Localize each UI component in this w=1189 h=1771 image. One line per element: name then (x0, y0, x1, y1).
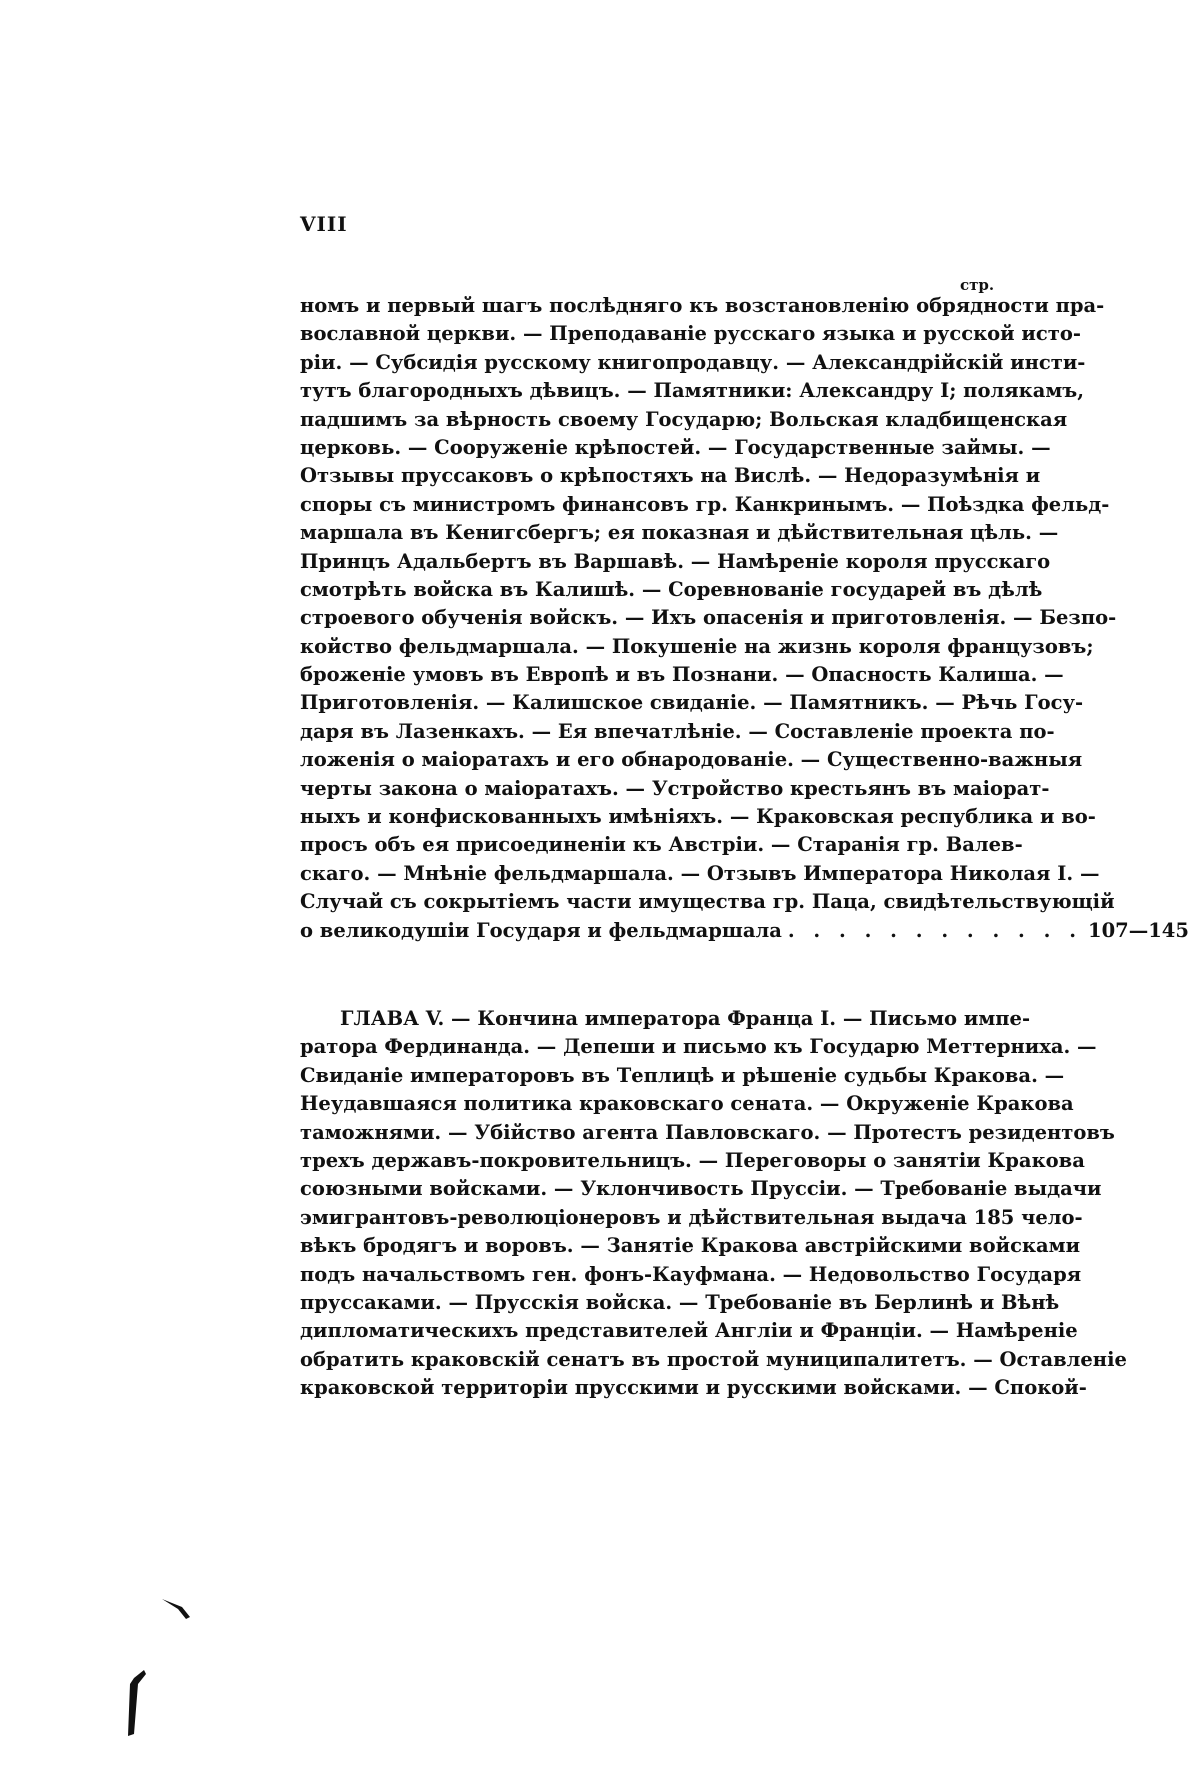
scan-smudge-mark (160, 1595, 200, 1625)
page-column-label: стр. (960, 276, 995, 294)
summary-line: Принцъ Адальбертъ въ Варшавѣ. — Намѣреніе короля прусскаго (300, 549, 1051, 573)
summary-line: таможнями. — Убійство агента Павловскаго. — Протестъ резидентовъ (300, 1120, 1115, 1144)
dot-leader: . . . . . . . . . . . . (787, 918, 1083, 942)
summary-line: вѣкъ бродягъ и воровъ. — Занятіе Кракова австрійскими войсками (300, 1234, 1081, 1258)
summary-line: эмигрантовъ-революціонеровъ и дѣйствительная выдача 185 чело- (300, 1205, 1083, 1229)
chapter-5-heading-line: ГЛАВА V. — Кончина императора Франца I. — Письмо импе- (340, 1007, 1031, 1030)
summary-line: черты закона о маіоратахъ. — Устройство крестьянъ въ маіорат- (300, 776, 1050, 800)
summary-line: тутъ благородныхъ дѣвицъ. — Памятники: Александру I; полякамъ, (300, 379, 1085, 403)
summary-line: споры съ министромъ финансовъ гр. Канкринымъ. — Поѣздка фельд- (300, 492, 1110, 516)
summary-line: подъ начальствомъ ген. фонъ-Кауфмана. — Недовольство Государя (300, 1262, 1082, 1286)
summary-line: краковской территоріи прусскими и русскими войсками. — Спокой- (300, 1376, 1087, 1400)
summary-line: союзными войсками. — Уклончивость Пруссіи. — Требованіе выдачи (300, 1177, 1102, 1201)
summary-line: ложенія о маіоратахъ и его обнародованіе. — Существенно-важныя (300, 748, 1083, 772)
summary-line: Отзывы пруссаковъ о крѣпостяхъ на Вислѣ. — Недоразумѣнія и (300, 464, 1041, 488)
summary-line: ріи. — Субсидія русскому книгопродавцу. — Александрійскій инсти- (300, 350, 1086, 374)
summary-line: вославной церкви. — Преподаваніе русскаго языка и русской исто- (300, 322, 1081, 346)
chapter-5-summary (300, 1005, 1127, 1402)
toc-entry-final-line (300, 917, 1189, 945)
summary-line: смотрѣть войска въ Калишѣ. — Соревнованіе государей въ дѣлѣ (300, 577, 1043, 601)
summary-line: скаго. — Мнѣніе фельдмаршала. — Отзывъ Императора Николая I. — (300, 861, 1100, 885)
summary-line: Свиданіе императоровъ въ Теплицѣ и рѣшеніе судьбы Кракова. — (300, 1063, 1065, 1087)
summary-line: Приготовленія. — Калишское свиданіе. — Памятникъ. — Рѣчь Госу- (300, 691, 1084, 715)
summary-line: броженіе умовъ въ Европѣ и въ Познани. — Опасность Калиша. — (300, 663, 1064, 687)
summary-line: пруссаками. — Прусскія войска. — Требованіе въ Берлинѣ и Вѣнѣ (300, 1290, 1060, 1314)
summary-line: ратора Фердинанда. — Депеши и письмо къ Государю Меттерниха. — (300, 1035, 1097, 1059)
summary-line: просъ объ ея присоединеніи къ Австріи. — Старанія гр. Валев- (300, 833, 1023, 857)
summary-line: даря въ Лазенкахъ. — Ея впечатлѣніе. — Составленіе проекта по- (300, 719, 1055, 743)
page-number: VIII (300, 212, 348, 236)
summary-line: дипломатическихъ представителей Англіи и Франціи. — Намѣреніе (300, 1319, 1078, 1343)
summary-line: церковь. — Сооруженіе крѣпостей. — Государственные займы. — (300, 435, 1051, 459)
summary-line: строевого обученія войскъ. — Ихъ опасенія и приготовленія. — Безпо- (300, 606, 1117, 630)
summary-line: ныхъ и конфискованныхъ имѣніяхъ. — Краковская республика и во- (300, 805, 1096, 829)
summary-line: трехъ державъ-покровительницъ. — Переговоры о занятіи Кракова (300, 1148, 1085, 1172)
summary-line: маршала въ Кенигсбергъ; ея показная и дѣйствительная цѣль. — (300, 521, 1059, 545)
summary-line: Неудавшаяся политика краковскаго сената. — Окруженіе Кракова (300, 1092, 1074, 1116)
summary-line: обратить краковскій сенатъ въ простой муниципалитетъ. — Оставленіе (300, 1347, 1127, 1371)
summary-final-text: о великодушіи Государя и фельдмаршала (300, 918, 782, 942)
chapter-summary-continuation (300, 292, 1189, 945)
summary-line: номъ и первый шагъ послѣдняго къ возстановленію обрядности пра- (300, 294, 1105, 317)
summary-line: падшимъ за вѣрность своему Государю; Вольская кладбищенская (300, 407, 1068, 431)
summary-line: койство фельдмаршала. — Покушеніе на жизнь короля французовъ; (300, 634, 1094, 658)
page-range: 107—145 (1088, 918, 1189, 942)
scan-smudge-mark (120, 1668, 150, 1738)
summary-line: Случай съ сокрытіемъ части имущества гр. Паца, свидѣтельствующій (300, 890, 1115, 914)
